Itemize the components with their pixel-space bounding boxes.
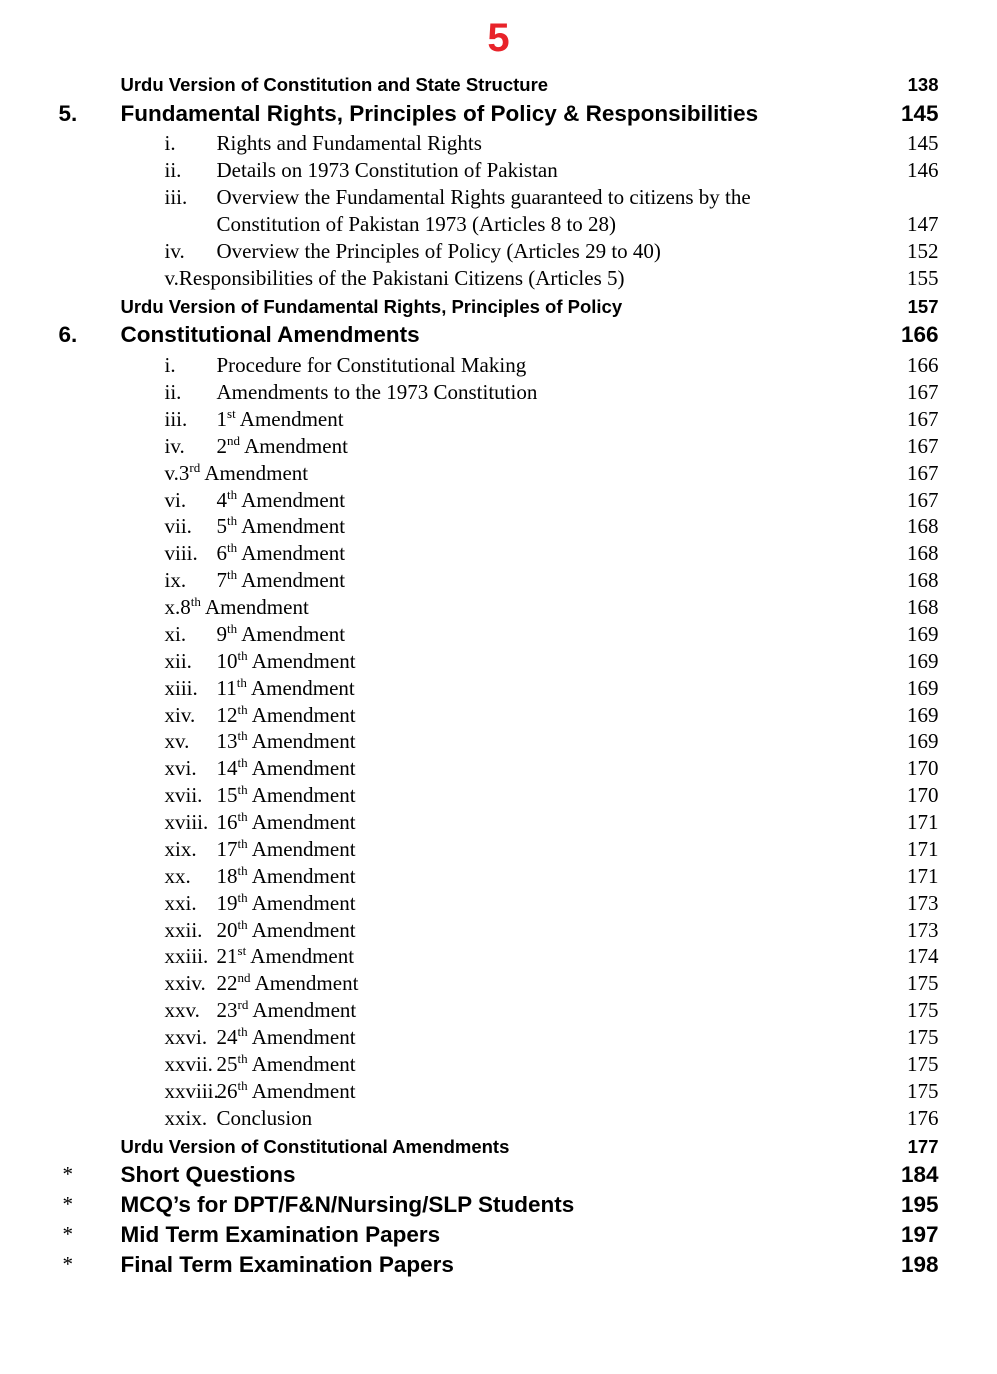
toc-row[interactable] — [59, 1024, 939, 1051]
toc-roman-numeral: ii. — [164, 158, 182, 183]
toc-page-number: 169 — [907, 729, 939, 754]
toc-row[interactable] — [59, 890, 939, 917]
toc-page-number: 174 — [907, 944, 939, 969]
toc-row[interactable] — [59, 540, 939, 567]
toc-roman-numeral: xiii. — [164, 675, 198, 700]
toc-roman-numeral: xviii. — [164, 810, 209, 835]
toc-row[interactable] — [59, 863, 939, 890]
toc-row[interactable] — [59, 295, 939, 319]
ordinal-suffix: th — [237, 1024, 248, 1040]
toc-row[interactable] — [59, 755, 939, 782]
toc-roman-numeral: ix. — [164, 568, 187, 593]
toc-sub-title[interactable]: Rights and Fundamental Rights — [216, 131, 482, 156]
toc-row[interactable] — [59, 379, 939, 406]
toc-row[interactable] — [59, 406, 939, 433]
toc-row[interactable] — [59, 352, 939, 379]
toc-sub-title[interactable]: 23rd Amendment — [216, 997, 357, 1023]
toc-row[interactable] — [59, 73, 939, 97]
toc-roman-numeral: xxi. — [164, 890, 197, 915]
toc-page-number: 176 — [907, 1105, 939, 1130]
toc-sub-title[interactable]: Details on 1973 Constitution of Pakistan — [216, 158, 558, 183]
toc-row[interactable] — [59, 1161, 939, 1190]
ordinal-suffix: th — [236, 674, 247, 690]
toc-page-number: 195 — [900, 1192, 939, 1218]
toc-row[interactable] — [59, 943, 939, 970]
toc-row[interactable] — [59, 265, 939, 292]
ordinal-suffix: th — [237, 755, 248, 771]
toc-page-number: 171 — [907, 836, 939, 861]
ordinal-suffix: th — [237, 728, 248, 744]
toc-page-number: 167 — [907, 487, 939, 512]
toc-row[interactable] — [59, 782, 939, 809]
toc-roman-numeral: xii. — [164, 648, 192, 673]
toc-roman-numeral: viii. — [164, 541, 198, 566]
toc-row[interactable] — [59, 487, 939, 514]
toc-sub-title[interactable]: 19th Amendment — [216, 889, 356, 915]
toc-sub-title[interactable] — [217, 184, 873, 238]
toc-page-number: 169 — [907, 702, 939, 727]
toc-page-number: 145 — [900, 100, 939, 126]
toc-section-title[interactable]: Urdu Version of Constitutional Amendments — [120, 1135, 510, 1157]
toc-row[interactable] — [59, 594, 939, 621]
toc-sub-title[interactable]: 12th Amendment — [216, 701, 356, 727]
toc-page-number: 169 — [907, 648, 939, 673]
ordinal-suffix: th — [237, 701, 248, 717]
toc-star-marker: * — [62, 1192, 73, 1217]
toc-page-number: 168 — [907, 595, 939, 620]
ordinal-suffix: th — [227, 567, 238, 583]
toc-row[interactable] — [59, 460, 939, 487]
toc-page-number: 173 — [907, 917, 939, 942]
toc-roman-numeral: xv. — [164, 729, 190, 754]
toc-row[interactable] — [59, 130, 939, 157]
toc-row[interactable] — [59, 917, 939, 944]
toc-sub-title[interactable]: 24th Amendment — [216, 1024, 356, 1050]
toc-sub-title[interactable]: 11th Amendment — [216, 674, 355, 700]
toc-page-number: 197 — [900, 1221, 939, 1247]
toc-page-number: 175 — [907, 1025, 939, 1050]
ordinal-suffix: rd — [237, 997, 249, 1013]
toc-page-number: 169 — [907, 675, 939, 700]
toc-roman-numeral: iii. — [164, 406, 188, 431]
toc-roman-numeral: xx. — [164, 863, 191, 888]
toc-sub-title[interactable]: 9th Amendment — [216, 620, 346, 646]
toc-sub-title[interactable]: 15th Amendment — [216, 782, 356, 808]
toc-chapter-title[interactable]: Constitutional Amendments — [120, 322, 420, 348]
ordinal-suffix: th — [227, 486, 238, 502]
ordinal-suffix: st — [227, 405, 236, 421]
toc-sub-title[interactable]: 6th Amendment — [216, 540, 346, 566]
toc-row[interactable] — [59, 1051, 939, 1078]
toc-page-number: 184 — [900, 1162, 939, 1188]
ordinal-suffix: th — [227, 513, 238, 529]
toc-roman-numeral: xvi. — [164, 756, 197, 781]
toc-sub-title[interactable]: v.Responsibilities of the Pakistani Citizens (Articles 5) — [164, 265, 625, 290]
toc-section-title[interactable]: Final Term Examination Papers — [120, 1251, 454, 1277]
toc-page-number: 157 — [907, 295, 939, 317]
toc-row[interactable] — [59, 648, 939, 675]
toc-page-number: 169 — [907, 621, 939, 646]
toc-page-number: 166 — [900, 322, 939, 348]
toc-sub-title[interactable]: 22nd Amendment — [216, 970, 359, 996]
toc-chapter-title[interactable]: Fundamental Rights, Principles of Policy & Responsibilities — [120, 100, 759, 126]
toc-star-marker: * — [62, 1162, 73, 1187]
toc-roman-numeral: xxv. — [164, 998, 200, 1023]
toc-sub-title[interactable]: 2nd Amendment — [216, 432, 348, 458]
toc-row[interactable] — [59, 100, 939, 129]
toc-page-number: 152 — [907, 238, 939, 263]
ordinal-suffix: th — [237, 862, 248, 878]
toc-section-title[interactable]: Urdu Version of Fundamental Rights, Principles of Policy — [120, 295, 623, 317]
toc-row[interactable] — [59, 238, 939, 265]
toc-row[interactable] — [59, 836, 939, 863]
toc-page-number: 166 — [907, 353, 939, 378]
toc-roman-numeral: xxviii. — [164, 1078, 219, 1103]
toc-row[interactable] — [59, 1078, 939, 1105]
toc-row[interactable] — [59, 1221, 939, 1250]
toc-page-number: 167 — [907, 460, 939, 485]
toc-row[interactable] — [59, 970, 939, 997]
toc-page-number: 170 — [907, 783, 939, 808]
toc-sub-title[interactable]: v.3rd Amendment — [164, 459, 309, 485]
toc-roman-numeral: i. — [164, 353, 176, 378]
ordinal-suffix: th — [237, 782, 248, 798]
toc-section-title[interactable]: Short Questions — [120, 1162, 296, 1188]
toc-page-number: 145 — [907, 131, 939, 156]
toc-page-number: 155 — [907, 265, 939, 290]
toc-sub-title[interactable]: 25th Amendment — [216, 1050, 356, 1076]
toc-page-number: 170 — [907, 756, 939, 781]
toc-page-number: 138 — [907, 74, 939, 95]
toc-roman-numeral: xvii. — [164, 783, 203, 808]
toc-row[interactable] — [59, 1191, 939, 1220]
ordinal-suffix: th — [237, 1077, 248, 1093]
ordinal-suffix: rd — [189, 459, 201, 475]
toc-sub-title[interactable]: 13th Amendment — [216, 728, 356, 754]
toc-roman-numeral: xiv. — [164, 702, 196, 727]
ordinal-suffix: th — [237, 916, 248, 932]
toc-sub-title[interactable]: 26th Amendment — [216, 1077, 356, 1103]
ordinal-suffix: th — [237, 889, 248, 905]
toc-roman-numeral: xxiii. — [164, 944, 209, 969]
toc-page-number: 168 — [907, 514, 939, 539]
ordinal-suffix: th — [227, 540, 238, 556]
toc-star-marker: * — [62, 1221, 73, 1246]
toc-page-number: 175 — [907, 1078, 939, 1103]
page-number: 5 — [487, 16, 510, 60]
toc-page-number: 175 — [907, 971, 939, 996]
toc-roman-numeral: xxvii. — [164, 1051, 213, 1076]
toc-sub-title[interactable]: 17th Amendment — [216, 835, 356, 861]
toc-roman-numeral: ii. — [164, 380, 182, 405]
ordinal-suffix: th — [190, 594, 201, 610]
ordinal-suffix: th — [237, 647, 248, 663]
toc-roman-numeral: xix. — [164, 836, 197, 861]
toc-roman-numeral: iii. — [164, 185, 188, 210]
toc-sub-title[interactable]: 21st Amendment — [216, 943, 355, 969]
toc-roman-numeral: xi. — [164, 621, 187, 646]
toc-sub-title[interactable]: 16th Amendment — [216, 809, 356, 835]
ordinal-suffix: nd — [227, 432, 241, 448]
toc-sub-title[interactable]: Procedure for Constitutional Making — [216, 353, 527, 378]
toc-sub-title[interactable]: 7th Amendment — [216, 567, 346, 593]
toc-roman-numeral: iv. — [164, 433, 185, 458]
toc-sub-title[interactable]: x.8th Amendment — [164, 594, 309, 620]
toc-row[interactable] — [59, 321, 939, 350]
toc-sub-title[interactable]: 10th Amendment — [216, 647, 356, 673]
toc-roman-numeral: xxvi. — [164, 1025, 208, 1050]
toc-chapter-number: 5. — [58, 100, 78, 126]
toc-section-title[interactable]: Urdu Version of Constitution and State Structure — [120, 74, 549, 95]
toc-sub-title[interactable]: Overview the Principles of Policy (Articles 29 to 40) — [216, 238, 661, 263]
toc-sub-title[interactable]: 20th Amendment — [216, 916, 356, 942]
toc-roman-numeral: xxix. — [164, 1105, 208, 1130]
toc-page-number: 167 — [907, 433, 939, 458]
toc-row[interactable] — [59, 675, 939, 702]
toc-row[interactable] — [59, 157, 939, 184]
toc-row[interactable] — [59, 809, 939, 836]
toc-row[interactable] — [59, 621, 939, 648]
toc-page-number: 146 — [907, 158, 939, 183]
toc-section-title[interactable]: Mid Term Examination Papers — [120, 1221, 441, 1247]
toc-row[interactable] — [59, 433, 939, 460]
toc-roman-numeral: xxiv. — [164, 971, 206, 996]
toc-page-number: 167 — [907, 406, 939, 431]
ordinal-suffix: th — [237, 835, 248, 851]
toc-row[interactable] — [59, 1135, 939, 1159]
toc-chapter-number: 6. — [58, 322, 78, 348]
ordinal-suffix: th — [227, 620, 238, 636]
toc-roman-numeral: i. — [164, 131, 176, 156]
ordinal-suffix: th — [237, 1050, 248, 1066]
toc-sub-title[interactable]: 18th Amendment — [216, 862, 356, 888]
toc-page-number: 175 — [907, 1051, 939, 1076]
toc-row[interactable] — [59, 997, 939, 1024]
toc-roman-numeral: iv. — [164, 238, 185, 263]
toc-page-number: 171 — [907, 810, 939, 835]
ordinal-suffix: nd — [237, 970, 251, 986]
toc-sub-title-line1: Overview the Fundamental Rights guaranteed to citizens by the — [216, 185, 751, 210]
toc-page-number: 177 — [907, 1135, 939, 1157]
toc-row[interactable] — [59, 1251, 939, 1280]
toc-sub-title[interactable]: Amendments to the 1973 Constitution — [216, 380, 538, 405]
toc-row[interactable] — [59, 184, 939, 238]
toc-star-marker: * — [62, 1251, 73, 1276]
toc-sub-title[interactable]: Conclusion — [216, 1105, 313, 1130]
toc-roman-numeral: vii. — [164, 514, 192, 539]
ordinal-suffix: st — [237, 943, 247, 959]
toc-page-number: 173 — [907, 890, 939, 915]
toc-roman-numeral: xxii. — [164, 917, 203, 942]
toc-page-number: 168 — [907, 568, 939, 593]
toc-row[interactable] — [59, 1105, 939, 1132]
toc-roman-numeral: vi. — [164, 487, 187, 512]
toc-sub-title[interactable]: 1st Amendment — [216, 405, 344, 431]
toc-page-number: 147 — [907, 212, 939, 237]
toc-page-number: 171 — [907, 863, 939, 888]
toc-page-number: 198 — [900, 1251, 939, 1277]
toc-page-number: 168 — [907, 541, 939, 566]
toc-section-title[interactable]: MCQ’s for DPT/F&N/Nursing/SLP Students — [120, 1192, 575, 1218]
toc-sub-title[interactable]: 4th Amendment — [216, 486, 346, 512]
toc-page-number: 175 — [907, 998, 939, 1023]
toc-sub-title[interactable]: 14th Amendment — [216, 755, 356, 781]
toc-row[interactable] — [59, 702, 939, 729]
table-of-contents — [59, 73, 939, 1279]
toc-row[interactable] — [59, 728, 939, 755]
toc-sub-title-line2: Constitution of Pakistan 1973 (Articles 8 to 28) — [216, 212, 617, 237]
toc-row[interactable] — [59, 513, 939, 540]
toc-sub-title[interactable]: 5th Amendment — [216, 513, 346, 539]
toc-page-number: 167 — [907, 380, 939, 405]
toc-row[interactable] — [59, 567, 939, 594]
ordinal-suffix: th — [237, 809, 248, 825]
